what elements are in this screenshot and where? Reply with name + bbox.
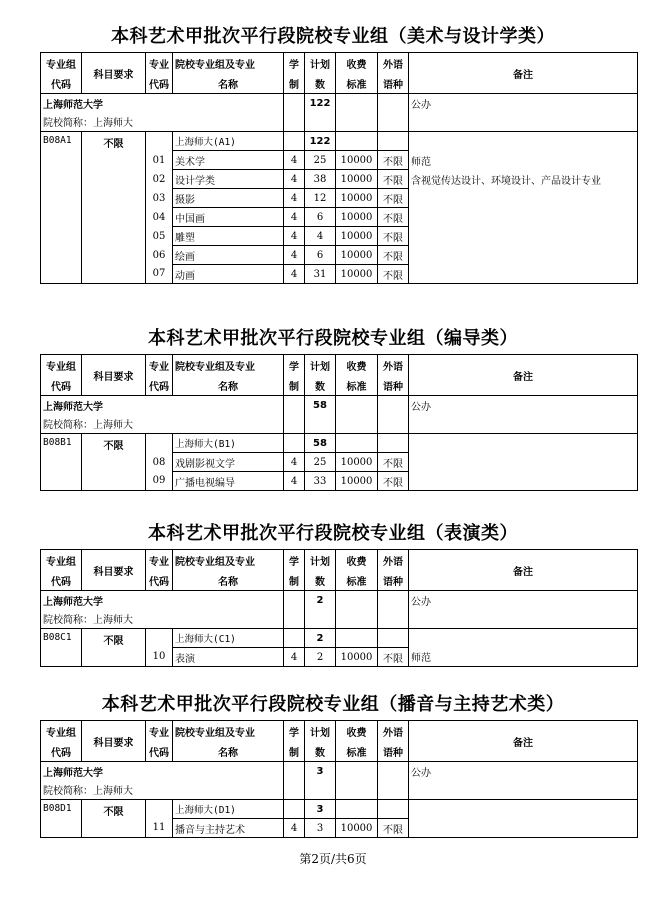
major-name: 摄影 xyxy=(173,189,284,208)
empty-cell xyxy=(409,415,638,434)
empty-cell xyxy=(336,113,378,132)
major-code: 04 xyxy=(146,208,173,227)
school-name: 上海师范大学 xyxy=(41,94,284,113)
group-name: 上海师大(D1) xyxy=(173,800,284,819)
major-fee: 10000 xyxy=(336,208,378,227)
major-language: 不限 xyxy=(378,265,409,284)
major-note: 含视觉传达设计、环境设计、产品设计专业 xyxy=(409,170,638,189)
major-duration: 4 xyxy=(284,648,305,667)
group-row xyxy=(41,800,638,819)
school-abbreviation: 院校简称：上海师大 xyxy=(41,415,284,434)
empty-cell xyxy=(336,415,378,434)
header-name: 院校专业组及专业 xyxy=(173,355,284,376)
group-row xyxy=(41,629,638,648)
major-plan: 4 xyxy=(305,227,336,246)
empty-cell xyxy=(146,629,173,648)
major-fee: 10000 xyxy=(336,189,378,208)
major-name: 表演 xyxy=(173,648,284,667)
program-table xyxy=(40,720,638,838)
major-language: 不限 xyxy=(378,151,409,170)
header-language: 语种 xyxy=(378,375,409,396)
major-plan: 6 xyxy=(305,208,336,227)
header-note: 备注 xyxy=(409,53,638,94)
program-section xyxy=(0,692,666,836)
program-table xyxy=(40,549,638,667)
major-name: 美术学 xyxy=(173,151,284,170)
empty-cell xyxy=(284,113,305,132)
major-note xyxy=(409,472,638,491)
header-name: 院校专业组及专业 xyxy=(173,550,284,571)
major-duration: 4 xyxy=(284,472,305,491)
empty-cell xyxy=(378,629,409,648)
school-plan: 2 xyxy=(305,591,336,610)
major-fee: 10000 xyxy=(336,648,378,667)
group-plan: 58 xyxy=(305,434,336,453)
header-subject: 科目要求 xyxy=(82,550,146,591)
table-header-row xyxy=(41,550,638,571)
header-language: 外语 xyxy=(378,355,409,376)
major-note xyxy=(409,208,638,227)
empty-cell xyxy=(336,591,378,610)
empty-cell xyxy=(378,113,409,132)
empty-cell xyxy=(146,132,173,151)
header-fee: 标准 xyxy=(336,375,378,396)
header-plan: 计划 xyxy=(305,53,336,74)
empty-cell xyxy=(336,396,378,415)
header-group-code: 专业组 xyxy=(41,355,82,376)
major-code: 05 xyxy=(146,227,173,246)
major-note xyxy=(409,246,638,265)
group-plan: 2 xyxy=(305,629,336,648)
section-title: 本科艺术甲批次平行段院校专业组（美术与设计学类） xyxy=(111,26,555,47)
major-duration: 4 xyxy=(284,453,305,472)
program-section xyxy=(0,521,666,665)
major-fee: 10000 xyxy=(336,170,378,189)
empty-cell xyxy=(378,610,409,629)
empty-cell xyxy=(409,629,638,648)
empty-cell xyxy=(378,781,409,800)
major-note: 师范 xyxy=(409,648,638,667)
major-fee: 10000 xyxy=(336,246,378,265)
school-plan: 122 xyxy=(305,94,336,113)
header-plan: 计划 xyxy=(305,721,336,742)
header-plan: 数 xyxy=(305,741,336,762)
empty-cell xyxy=(284,629,305,648)
empty-cell xyxy=(284,800,305,819)
major-duration: 4 xyxy=(284,819,305,838)
empty-cell xyxy=(305,781,336,800)
major-note xyxy=(409,189,638,208)
major-name: 中国画 xyxy=(173,208,284,227)
school-abbr-row xyxy=(41,781,638,800)
major-duration: 4 xyxy=(284,151,305,170)
empty-cell xyxy=(409,132,638,151)
major-code: 06 xyxy=(146,246,173,265)
table-header-row xyxy=(41,355,638,376)
major-duration: 4 xyxy=(284,227,305,246)
major-language: 不限 xyxy=(378,170,409,189)
header-plan: 数 xyxy=(305,570,336,591)
header-major-code: 专业 xyxy=(146,355,173,376)
header-duration: 制 xyxy=(284,73,305,94)
major-plan: 31 xyxy=(305,265,336,284)
header-subject: 科目要求 xyxy=(82,721,146,762)
empty-cell xyxy=(305,415,336,434)
program-table xyxy=(40,52,638,284)
empty-cell xyxy=(336,762,378,781)
school-row xyxy=(41,762,638,781)
header-major-code: 代码 xyxy=(146,375,173,396)
header-group-code: 专业组 xyxy=(41,550,82,571)
empty-cell xyxy=(284,396,305,415)
empty-cell xyxy=(409,434,638,453)
major-language: 不限 xyxy=(378,648,409,667)
empty-cell xyxy=(378,415,409,434)
empty-cell xyxy=(305,610,336,629)
header-group-code: 专业组 xyxy=(41,53,82,74)
major-duration: 4 xyxy=(284,208,305,227)
major-language: 不限 xyxy=(378,472,409,491)
group-code: B08A1 xyxy=(41,132,82,284)
header-fee: 标准 xyxy=(336,570,378,591)
major-duration: 4 xyxy=(284,246,305,265)
table-header-row xyxy=(41,721,638,742)
header-group-code: 专业组 xyxy=(41,721,82,742)
major-duration: 4 xyxy=(284,265,305,284)
major-code: 09 xyxy=(146,472,173,491)
major-language: 不限 xyxy=(378,453,409,472)
header-name: 名称 xyxy=(173,73,284,94)
major-fee: 10000 xyxy=(336,151,378,170)
header-duration: 制 xyxy=(284,375,305,396)
major-language: 不限 xyxy=(378,819,409,838)
major-language: 不限 xyxy=(378,208,409,227)
major-plan: 3 xyxy=(305,819,336,838)
header-name: 名称 xyxy=(173,570,284,591)
major-code: 11 xyxy=(146,819,173,838)
empty-cell xyxy=(378,800,409,819)
major-code: 10 xyxy=(146,648,173,667)
empty-cell xyxy=(336,781,378,800)
empty-cell xyxy=(409,113,638,132)
header-fee: 收费 xyxy=(336,355,378,376)
major-plan: 2 xyxy=(305,648,336,667)
major-plan: 38 xyxy=(305,170,336,189)
school-note: 公办 xyxy=(409,94,638,113)
empty-cell xyxy=(284,94,305,113)
header-name: 院校专业组及专业 xyxy=(173,53,284,74)
header-duration: 学 xyxy=(284,550,305,571)
school-name: 上海师范大学 xyxy=(41,762,284,781)
group-row xyxy=(41,434,638,453)
major-language: 不限 xyxy=(378,189,409,208)
group-code: B08D1 xyxy=(41,800,82,838)
school-note: 公办 xyxy=(409,396,638,415)
major-plan: 25 xyxy=(305,453,336,472)
major-code: 03 xyxy=(146,189,173,208)
major-name: 雕塑 xyxy=(173,227,284,246)
school-abbr-row xyxy=(41,610,638,629)
major-note: 师范 xyxy=(409,151,638,170)
empty-cell xyxy=(378,396,409,415)
empty-cell xyxy=(284,434,305,453)
group-plan: 122 xyxy=(305,132,336,151)
major-fee: 10000 xyxy=(336,265,378,284)
empty-cell xyxy=(378,132,409,151)
school-abbreviation: 院校简称：上海师大 xyxy=(41,781,284,800)
header-major-code: 专业 xyxy=(146,53,173,74)
header-group-code: 代码 xyxy=(41,73,82,94)
major-name: 播音与主持艺术 xyxy=(173,819,284,838)
empty-cell xyxy=(284,415,305,434)
header-major-code: 代码 xyxy=(146,570,173,591)
major-code: 07 xyxy=(146,265,173,284)
header-name: 名称 xyxy=(173,375,284,396)
group-name: 上海师大(C1) xyxy=(173,629,284,648)
header-duration: 学 xyxy=(284,53,305,74)
major-name: 戏剧影视文学 xyxy=(173,453,284,472)
major-code: 08 xyxy=(146,453,173,472)
header-note: 备注 xyxy=(409,721,638,762)
header-fee: 标准 xyxy=(336,741,378,762)
header-note: 备注 xyxy=(409,550,638,591)
major-note xyxy=(409,453,638,472)
subject-requirement: 不限 xyxy=(82,800,146,838)
major-note xyxy=(409,265,638,284)
header-duration: 学 xyxy=(284,721,305,742)
major-code: 01 xyxy=(146,151,173,170)
section-title: 本科艺术甲批次平行段院校专业组（表演类） xyxy=(148,523,518,544)
major-name: 动画 xyxy=(173,265,284,284)
school-note: 公办 xyxy=(409,591,638,610)
empty-cell xyxy=(284,762,305,781)
school-abbr-row xyxy=(41,415,638,434)
header-language: 语种 xyxy=(378,570,409,591)
major-note xyxy=(409,227,638,246)
header-fee: 收费 xyxy=(336,550,378,571)
major-name: 绘画 xyxy=(173,246,284,265)
program-section xyxy=(0,24,666,282)
empty-cell xyxy=(336,610,378,629)
school-plan: 3 xyxy=(305,762,336,781)
major-language: 不限 xyxy=(378,227,409,246)
major-fee: 10000 xyxy=(336,227,378,246)
major-fee: 10000 xyxy=(336,453,378,472)
header-duration: 制 xyxy=(284,741,305,762)
empty-cell xyxy=(409,781,638,800)
empty-cell xyxy=(336,132,378,151)
subject-requirement: 不限 xyxy=(82,629,146,667)
header-duration: 制 xyxy=(284,570,305,591)
major-duration: 4 xyxy=(284,189,305,208)
major-duration: 4 xyxy=(284,170,305,189)
group-plan: 3 xyxy=(305,800,336,819)
school-abbreviation: 院校简称：上海师大 xyxy=(41,610,284,629)
empty-cell xyxy=(146,800,173,819)
major-plan: 25 xyxy=(305,151,336,170)
empty-cell xyxy=(284,132,305,151)
school-row xyxy=(41,396,638,415)
school-note: 公办 xyxy=(409,762,638,781)
header-subject: 科目要求 xyxy=(82,355,146,396)
header-subject: 科目要求 xyxy=(82,53,146,94)
section-title: 本科艺术甲批次平行段院校专业组（编导类） xyxy=(148,328,518,349)
major-code: 02 xyxy=(146,170,173,189)
empty-cell xyxy=(336,434,378,453)
empty-cell xyxy=(336,94,378,113)
major-name: 设计学类 xyxy=(173,170,284,189)
program-table xyxy=(40,354,638,491)
empty-cell xyxy=(305,113,336,132)
school-name: 上海师范大学 xyxy=(41,396,284,415)
header-language: 语种 xyxy=(378,741,409,762)
empty-cell xyxy=(378,591,409,610)
group-row xyxy=(41,132,638,151)
header-note: 备注 xyxy=(409,355,638,396)
major-language: 不限 xyxy=(378,246,409,265)
header-plan: 数 xyxy=(305,73,336,94)
group-name: 上海师大(B1) xyxy=(173,434,284,453)
major-fee: 10000 xyxy=(336,819,378,838)
empty-cell xyxy=(284,591,305,610)
empty-cell xyxy=(378,94,409,113)
header-major-code: 代码 xyxy=(146,73,173,94)
header-language: 外语 xyxy=(378,550,409,571)
header-language: 外语 xyxy=(378,53,409,74)
empty-cell xyxy=(378,434,409,453)
header-name: 名称 xyxy=(173,741,284,762)
header-plan: 计划 xyxy=(305,550,336,571)
school-name: 上海师范大学 xyxy=(41,591,284,610)
major-note xyxy=(409,819,638,838)
header-major-code: 专业 xyxy=(146,721,173,742)
group-code: B08C1 xyxy=(41,629,82,667)
header-language: 外语 xyxy=(378,721,409,742)
header-group-code: 代码 xyxy=(41,741,82,762)
major-plan: 12 xyxy=(305,189,336,208)
empty-cell xyxy=(336,629,378,648)
page-footer: 第2页/共6页 xyxy=(299,852,367,866)
program-section xyxy=(0,326,666,489)
group-name: 上海师大(A1) xyxy=(173,132,284,151)
subject-requirement: 不限 xyxy=(82,434,146,491)
header-language: 语种 xyxy=(378,73,409,94)
school-abbreviation: 院校简称：上海师大 xyxy=(41,113,284,132)
school-abbr-row xyxy=(41,113,638,132)
group-code: B08B1 xyxy=(41,434,82,491)
empty-cell xyxy=(409,610,638,629)
school-row xyxy=(41,591,638,610)
header-name: 院校专业组及专业 xyxy=(173,721,284,742)
empty-cell xyxy=(284,610,305,629)
school-plan: 58 xyxy=(305,396,336,415)
header-fee: 收费 xyxy=(336,53,378,74)
empty-cell xyxy=(409,800,638,819)
header-fee: 标准 xyxy=(336,73,378,94)
empty-cell xyxy=(284,781,305,800)
header-group-code: 代码 xyxy=(41,570,82,591)
empty-cell xyxy=(336,800,378,819)
school-row xyxy=(41,94,638,113)
major-plan: 33 xyxy=(305,472,336,491)
section-title: 本科艺术甲批次平行段院校专业组（播音与主持艺术类） xyxy=(101,694,565,715)
major-name: 广播电视编导 xyxy=(173,472,284,491)
header-major-code: 代码 xyxy=(146,741,173,762)
header-plan: 计划 xyxy=(305,355,336,376)
subject-requirement: 不限 xyxy=(82,132,146,284)
major-plan: 6 xyxy=(305,246,336,265)
empty-cell xyxy=(146,434,173,453)
empty-cell xyxy=(378,762,409,781)
header-duration: 学 xyxy=(284,355,305,376)
table-header-row xyxy=(41,53,638,74)
header-group-code: 代码 xyxy=(41,375,82,396)
header-fee: 收费 xyxy=(336,721,378,742)
header-plan: 数 xyxy=(305,375,336,396)
header-major-code: 专业 xyxy=(146,550,173,571)
major-fee: 10000 xyxy=(336,472,378,491)
